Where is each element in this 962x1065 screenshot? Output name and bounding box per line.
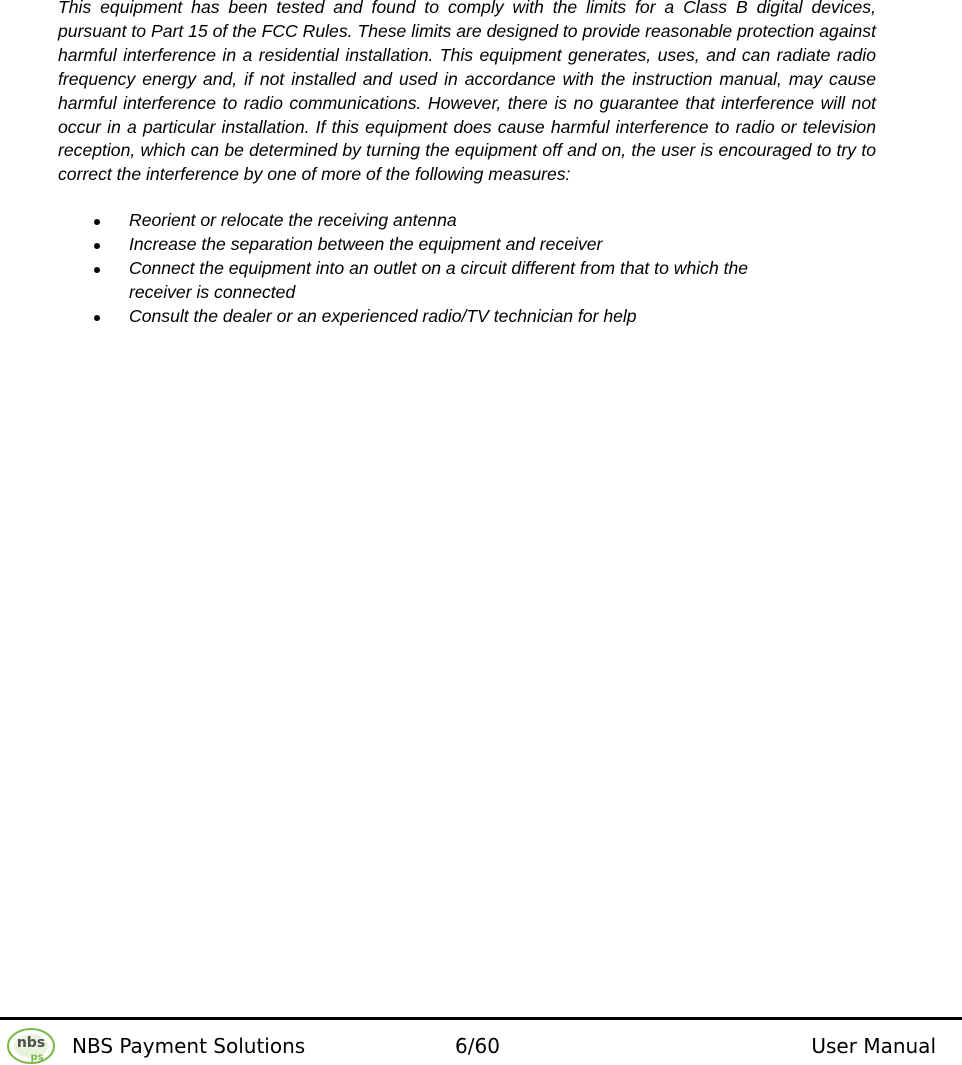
page-number: 6/60 — [455, 1034, 500, 1058]
logo-text-bottom: ps — [30, 1052, 44, 1063]
bullet-icon — [94, 243, 100, 249]
list-item-text: Reorient or relocate the receiving antenna — [129, 210, 457, 231]
bullet-icon — [94, 219, 100, 225]
list-item — [58, 233, 778, 257]
logo-text-top: nbs — [16, 1035, 46, 1051]
document-title: User Manual — [811, 1034, 936, 1058]
nbs-logo-icon — [6, 1027, 56, 1065]
document-body — [58, 0, 876, 329]
list-item-text: Consult the dealer or an experienced radio/TV technician for help — [129, 305, 637, 326]
bullet-icon — [94, 315, 100, 321]
list-item — [58, 305, 778, 329]
list-item — [58, 209, 778, 233]
list-item-text: Connect the equipment into an outlet on a circuit different from that to which the receiver is connected — [129, 258, 749, 302]
list-item — [58, 257, 778, 305]
page-footer — [0, 1020, 962, 1065]
fcc-compliance-paragraph: This equipment has been tested and found to comply with the limits for a Class B digital devices, pursuant to Part 15 of the FCC Rules. These limits are designed to provide reasonable protection against harmful interference in a residential installation. This equipment generates, uses, and can radiate radio frequency energy and, if not installed and used in accordance with the instruction manual, may cause harmful interference to radio communications. However, there is no guarantee that interference will not occur in a particular installation. If this equipment does cause harmful interference to radio or television reception, which can be determined by turning the equipment off and on, the user is encouraged to try to correct the interference by one of more of the following measures: — [58, 0, 876, 185]
interference-measures-list — [58, 209, 778, 329]
list-item-text: Increase the separation between the equipment and receiver — [129, 234, 603, 255]
bullet-icon — [94, 267, 100, 273]
company-name: NBS Payment Solutions — [72, 1034, 306, 1058]
